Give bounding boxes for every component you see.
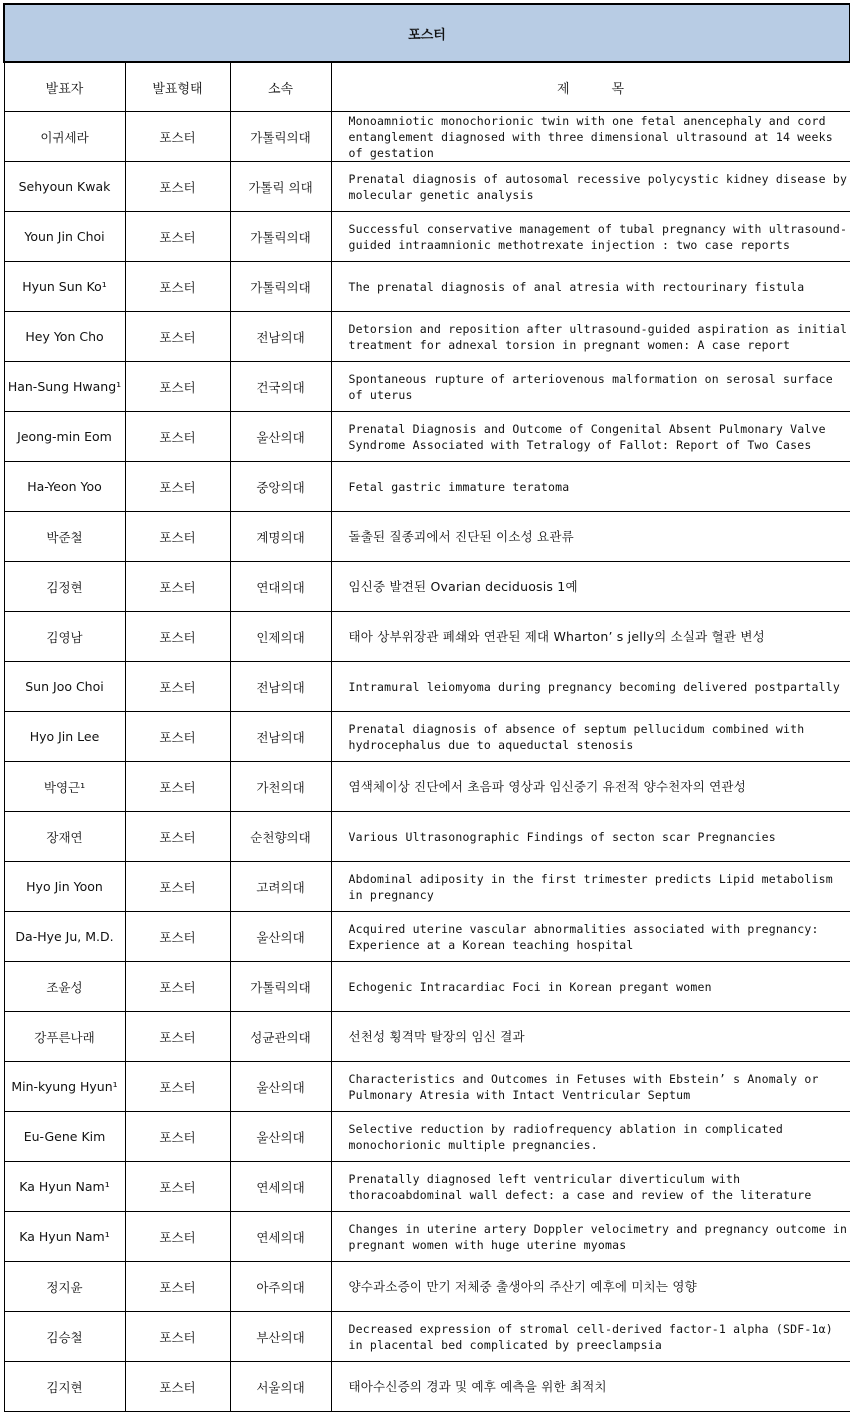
title-cell: Prenatal diagnosis of absence of septum pellucidum combined with hydrocephalus due to aqueductal stenosis [331, 712, 850, 762]
title-cell: Decreased expression of stromal cell-derived factor-1 alpha (SDF-1α) in placental bed complicated by preeclampsia [331, 1312, 850, 1362]
table-row [4, 312, 850, 362]
affiliation-cell: 전남의대 [230, 312, 331, 362]
form-cell: 포스터 [125, 862, 230, 912]
affiliation-cell: 순천향의대 [230, 812, 331, 862]
form-cell: 포스터 [125, 1312, 230, 1362]
form-cell: 포스터 [125, 612, 230, 662]
presenter-cell: 김정현 [4, 562, 125, 612]
title-cell: Prenatally diagnosed left ventricular diverticulum with thoracoabdominal wall defect: a case and review of the literature [331, 1162, 850, 1212]
title-cell: Detorsion and reposition after ultrasound-guided aspiration as initial treatment for adnexal torsion in pregnant women: A case report [331, 312, 850, 362]
presenter-cell: 조윤성 [4, 962, 125, 1012]
affiliation-cell: 전남의대 [230, 712, 331, 762]
form-cell: 포스터 [125, 1112, 230, 1162]
table-row [4, 1112, 850, 1162]
title-cell: Prenatal diagnosis of autosomal recessive polycystic kidney disease by molecular genetic analysis [331, 162, 850, 212]
title-cell: 돌출된 질종괴에서 진단된 이소성 요관류 [331, 512, 850, 562]
title-cell: Characteristics and Outcomes in Fetuses with Ebstein’ s Anomaly or Pulmonary Atresia with Intact Ventricular Septum [331, 1062, 850, 1112]
affiliation-cell: 건국의대 [230, 362, 331, 412]
presenter-cell: Hey Yon Cho [4, 312, 125, 362]
table-row [4, 812, 850, 862]
presenter-cell: Jeong-min Eom [4, 412, 125, 462]
table-row [4, 512, 850, 562]
title-cell: Acquired uterine vascular abnormalities associated with pregnancy: Experience at a Korean teaching hospital [331, 912, 850, 962]
affiliation-cell: 아주의대 [230, 1262, 331, 1312]
affiliation-cell: 가톨릭의대 [230, 962, 331, 1012]
presenter-cell: Youn Jin Choi [4, 212, 125, 262]
affiliation-cell: 울산의대 [230, 1062, 331, 1112]
presenter-cell: 정지윤 [4, 1262, 125, 1312]
title-cell: Spontaneous rupture of arteriovenous malformation on serosal surface of uterus [331, 362, 850, 412]
affiliation-cell: 울산의대 [230, 912, 331, 962]
title-cell: Successful conservative management of tubal pregnancy with ultrasound-guided intraamnionic methotrexate injection : two case reports [331, 212, 850, 262]
presenter-cell: 김승철 [4, 1312, 125, 1362]
form-cell: 포스터 [125, 362, 230, 412]
form-cell: 포스터 [125, 712, 230, 762]
title-cell: Fetal gastric immature teratoma [331, 462, 850, 512]
table-row [4, 862, 850, 912]
affiliation-cell: 계명의대 [230, 512, 331, 562]
presenter-cell: 이귀세라 [4, 112, 125, 162]
table-row [4, 362, 850, 412]
header-subject-first: 제 [556, 81, 570, 97]
presenter-cell: Hyo Jin Lee [4, 712, 125, 762]
form-cell: 포스터 [125, 512, 230, 562]
poster-table-container [3, 3, 850, 1412]
title-cell: 태아 상부위장관 폐쇄와 연관된 제대 Wharton’ s jelly의 소실과 혈관 변성 [331, 612, 850, 662]
form-cell: 포스터 [125, 1262, 230, 1312]
table-title-row [4, 4, 850, 62]
title-cell: The prenatal diagnosis of anal atresia with rectourinary fistula [331, 262, 850, 312]
presenter-cell: Ka Hyun Nam¹ [4, 1162, 125, 1212]
form-cell: 포스터 [125, 212, 230, 262]
table-row [4, 662, 850, 712]
header-row [4, 62, 850, 112]
table-row [4, 462, 850, 512]
title-cell: Prenatal Diagnosis and Outcome of Congenital Absent Pulmonary Valve Syndrome Associated with Tetralogy of Fallot: Report of Two Cases [331, 412, 850, 462]
presenter-cell: Sehyoun Kwak [4, 162, 125, 212]
table-row [4, 162, 850, 212]
table-row [4, 1162, 850, 1212]
presenter-cell: Ka Hyun Nam¹ [4, 1212, 125, 1262]
affiliation-cell: 울산의대 [230, 412, 331, 462]
form-cell: 포스터 [125, 812, 230, 862]
presenter-cell: 강푸른나래 [4, 1012, 125, 1062]
presenter-cell: Eu-Gene Kim [4, 1112, 125, 1162]
form-cell: 포스터 [125, 962, 230, 1012]
table-row [4, 1212, 850, 1262]
presenter-cell: Sun Joo Choi [4, 662, 125, 712]
presenter-cell: 김지현 [4, 1362, 125, 1412]
header-presenter: 발표자 [4, 62, 125, 112]
title-cell: 선천성 횡격막 탈장의 임신 결과 [331, 1012, 850, 1062]
table-row [4, 112, 850, 162]
table-row [4, 412, 850, 462]
affiliation-cell: 가톨릭의대 [230, 262, 331, 312]
form-cell: 포스터 [125, 1162, 230, 1212]
table-title: 포스터 [4, 4, 850, 62]
presenter-cell: 박준철 [4, 512, 125, 562]
form-cell: 포스터 [125, 312, 230, 362]
form-cell: 포스터 [125, 762, 230, 812]
affiliation-cell: 인제의대 [230, 612, 331, 662]
form-cell: 포스터 [125, 1062, 230, 1112]
table-row [4, 1312, 850, 1362]
title-cell: Selective reduction by radiofrequency ablation in complicated monochorionic multiple pregnancies. [331, 1112, 850, 1162]
presenter-cell: Hyun Sun Ko¹ [4, 262, 125, 312]
title-cell: Various Ultrasonographic Findings of secton scar Pregnancies [331, 812, 850, 862]
presenter-cell: 박영근¹ [4, 762, 125, 812]
poster-table [3, 3, 850, 1412]
header-subject-second: 목 [611, 81, 625, 97]
affiliation-cell: 가천의대 [230, 762, 331, 812]
title-cell: Echogenic Intracardiac Foci in Korean pregant women [331, 962, 850, 1012]
presenter-cell: Ha-Yeon Yoo [4, 462, 125, 512]
affiliation-cell: 성균관의대 [230, 1012, 331, 1062]
table-row [4, 1012, 850, 1062]
form-cell: 포스터 [125, 1012, 230, 1062]
table-row [4, 712, 850, 762]
title-cell: 태아수신증의 경과 및 예후 예측을 위한 최적치 [331, 1362, 850, 1412]
title-cell: 염색체이상 진단에서 초음파 영상과 임신중기 유전적 양수천자의 연관성 [331, 762, 850, 812]
form-cell: 포스터 [125, 1362, 230, 1412]
title-cell: Monoamniotic monochorionic twin with one fetal anencephaly and cord entanglement diagnosed with three dimensional ultrasound at 14 weeks of gestation [331, 112, 850, 162]
title-cell: Intramural leiomyoma during pregnancy becoming delivered postpartally [331, 662, 850, 712]
form-cell: 포스터 [125, 562, 230, 612]
table-row [4, 762, 850, 812]
table-row [4, 912, 850, 962]
table-row [4, 1262, 850, 1312]
form-cell: 포스터 [125, 162, 230, 212]
affiliation-cell: 서울의대 [230, 1362, 331, 1412]
table-row [4, 962, 850, 1012]
form-cell: 포스터 [125, 1212, 230, 1262]
table-row [4, 562, 850, 612]
form-cell: 포스터 [125, 912, 230, 962]
title-cell: Changes in uterine artery Doppler velocimetry and pregnancy outcome in pregnant women with huge uterine myomas [331, 1212, 850, 1262]
presenter-cell: Hyo Jin Yoon [4, 862, 125, 912]
table-row [4, 1362, 850, 1412]
form-cell: 포스터 [125, 112, 230, 162]
form-cell: 포스터 [125, 412, 230, 462]
title-cell: Abdominal adiposity in the first trimester predicts Lipid metabolism in pregnancy [331, 862, 850, 912]
affiliation-cell: 가톨릭의대 [230, 212, 331, 262]
table-row [4, 262, 850, 312]
affiliation-cell: 고려의대 [230, 862, 331, 912]
presenter-cell: Min-kyung Hyun¹ [4, 1062, 125, 1112]
affiliation-cell: 가톨릭의대 [230, 112, 331, 162]
presenter-cell: Han-Sung Hwang¹ [4, 362, 125, 412]
form-cell: 포스터 [125, 462, 230, 512]
affiliation-cell: 울산의대 [230, 1112, 331, 1162]
header-affiliation: 소속 [230, 62, 331, 112]
title-cell: 양수과소증이 만기 저체중 출생아의 주산기 예후에 미치는 영향 [331, 1262, 850, 1312]
presenter-cell: 김영남 [4, 612, 125, 662]
affiliation-cell: 연세의대 [230, 1212, 331, 1262]
affiliation-cell: 연세의대 [230, 1162, 331, 1212]
title-cell: 임신중 발견된 Ovarian deciduosis 1예 [331, 562, 850, 612]
presenter-cell: Da-Hye Ju, M.D. [4, 912, 125, 962]
form-cell: 포스터 [125, 262, 230, 312]
affiliation-cell: 연대의대 [230, 562, 331, 612]
affiliation-cell: 가톨릭 의대 [230, 162, 331, 212]
table-row [4, 612, 850, 662]
affiliation-cell: 중앙의대 [230, 462, 331, 512]
affiliation-cell: 전남의대 [230, 662, 331, 712]
header-form: 발표형태 [125, 62, 230, 112]
presenter-cell: 장재연 [4, 812, 125, 862]
affiliation-cell: 부산의대 [230, 1312, 331, 1362]
table-row [4, 1062, 850, 1112]
header-subject [331, 62, 850, 112]
table-row [4, 212, 850, 262]
form-cell: 포스터 [125, 662, 230, 712]
